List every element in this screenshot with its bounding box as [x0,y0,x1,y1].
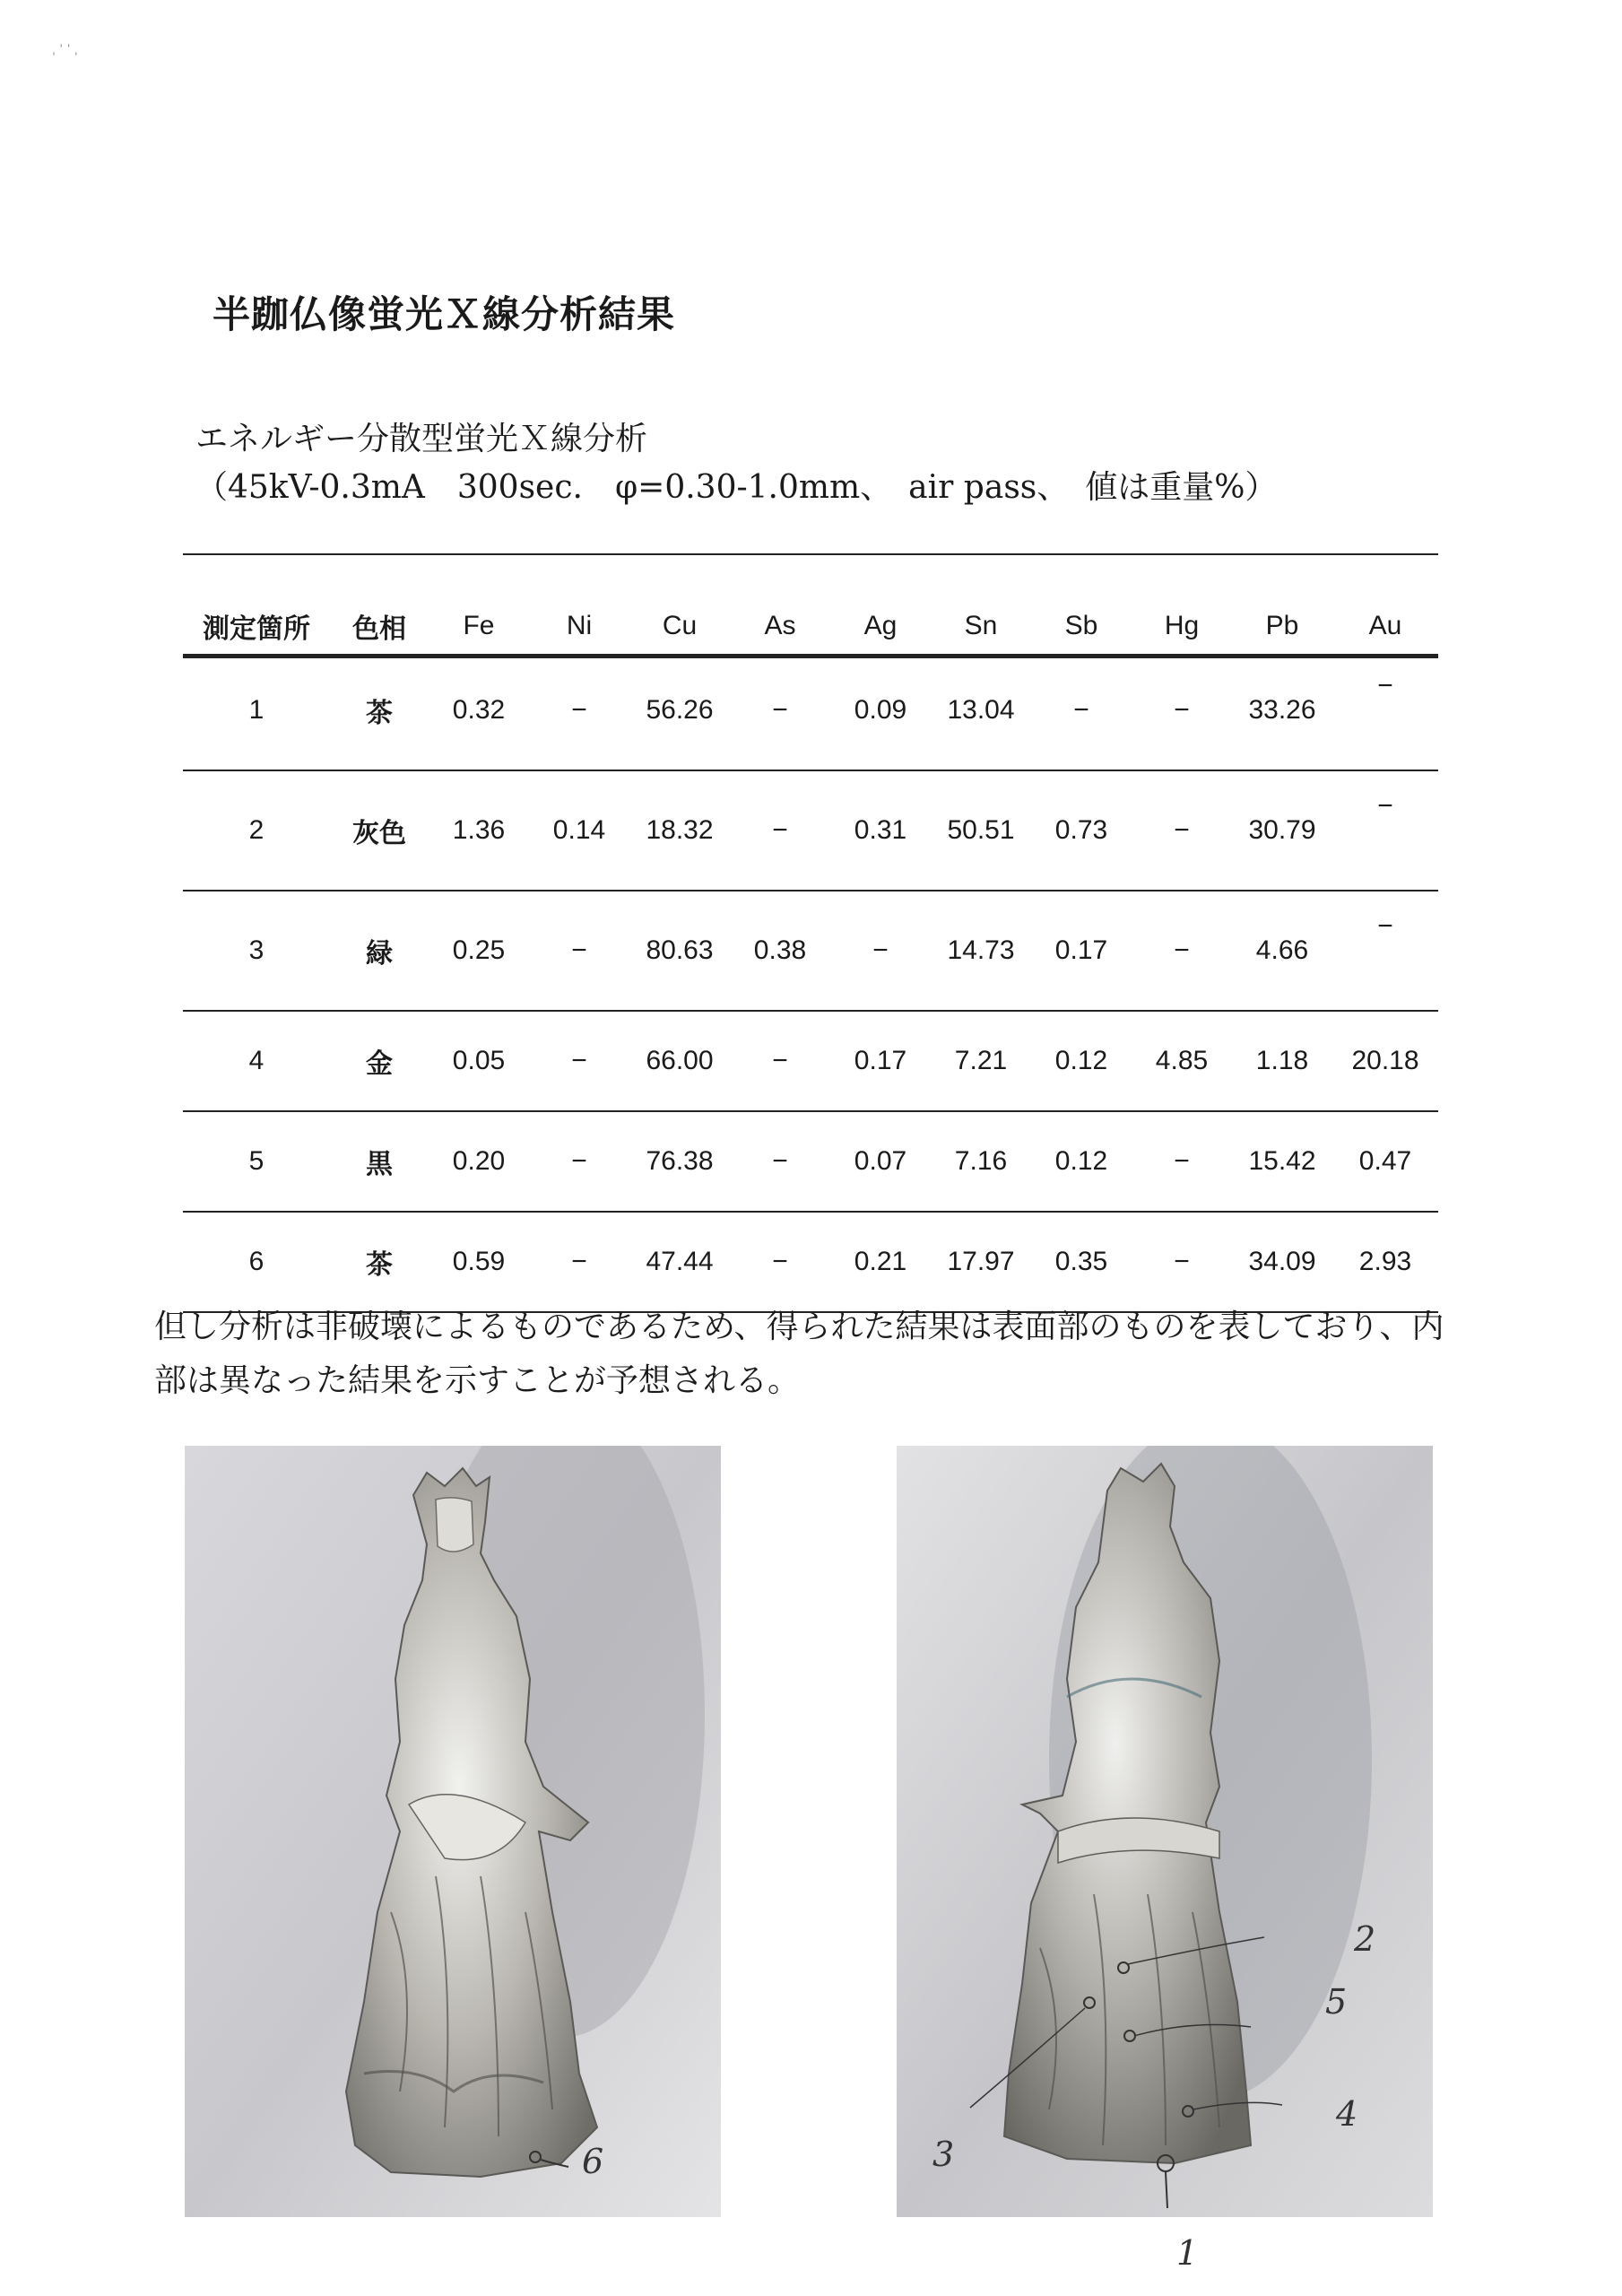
cell-hg: − [1132,770,1232,891]
cell-sb: 0.12 [1031,1111,1132,1212]
header-fe: Fe [463,611,495,640]
table-row [183,891,1438,1011]
header-ag: Ag [863,611,898,640]
cell-ag: 0.31 [830,770,931,891]
cell-sn: 50.51 [931,770,1031,891]
cell-as: − [730,1111,830,1212]
cell-ag: 0.17 [830,1011,931,1111]
cell-au: 0.47 [1332,1111,1438,1212]
cell-pb: 4.66 [1232,891,1332,1011]
cell-au: − [1332,891,1438,1011]
cell-sn: 14.73 [931,891,1031,1011]
cell-point: 5 [183,1111,330,1212]
table-row [183,1111,1438,1212]
cell-pb: 30.79 [1232,770,1332,891]
cell-ag: 0.07 [830,1111,931,1212]
cell-fe: 0.59 [429,1212,529,1312]
cell-sn: 7.16 [931,1111,1031,1212]
cell-as: − [730,770,830,891]
analysis-note [154,1300,1472,1408]
cell-ag: 0.21 [830,1212,931,1312]
cell-cu: 76.38 [629,1111,730,1212]
cell-pb: 15.42 [1232,1111,1332,1212]
cell-fe: 0.32 [429,651,529,770]
cell-as: − [730,651,830,770]
marker-label-1: 1 [1176,2233,1199,2273]
cell-sb: 0.17 [1031,891,1132,1011]
marker-label-5: 5 [1325,1982,1348,2022]
note-line-1: 但し分析は非破壊によるものであるため、得られた結果は表面部のものを表しており、内 [154,1309,1444,1345]
statue-front-photo [185,1446,721,2217]
cell-pb: 34.09 [1232,1212,1332,1312]
cell-color: 灰色 [330,770,429,891]
method-description [195,415,1277,512]
header-hg: Hg [1164,611,1200,640]
cell-point: 2 [183,770,330,891]
cell-fe: 1.36 [429,770,529,891]
cell-hg: − [1132,1212,1232,1312]
cell-as: − [730,1212,830,1312]
header-sb: Sb [1064,611,1098,640]
cell-ni: 0.14 [529,770,629,891]
cell-fe: 0.25 [429,891,529,1011]
cell-sn: 7.21 [931,1011,1031,1111]
method-line-2: （45kV-0.3mA 300sec. φ=0.30-1.0mm、 air pass、 値は重量%） [195,469,1278,506]
header-color: 色相 [352,613,406,645]
cell-ni: − [529,891,629,1011]
header-cu: Cu [662,611,698,640]
cell-sb: − [1031,651,1132,770]
statue-front-image [185,1446,721,2217]
header-ni: Ni [566,611,593,640]
cell-pb: 1.18 [1232,1011,1332,1111]
header-row [183,601,1438,651]
marker-label-6: 6 [582,2142,604,2181]
table-row [183,651,1438,770]
cell-ni: − [529,651,629,770]
cell-hg: − [1132,891,1232,1011]
cell-cu: 66.00 [629,1011,730,1111]
cell-ag: − [830,891,931,1011]
cell-au: 2.93 [1332,1212,1438,1312]
header-as: As [764,611,796,640]
cell-sb: 0.12 [1031,1011,1132,1111]
scan-speck: ˌ ˈ ˈ ˌ [52,43,78,57]
cell-sb: 0.73 [1031,770,1132,891]
cell-fe: 0.05 [429,1011,529,1111]
results-table [183,601,1438,1313]
cell-cu: 18.32 [629,770,730,891]
cell-ni: − [529,1011,629,1111]
cell-au: − [1332,770,1438,891]
cell-color: 緑 [330,891,429,1011]
page-title: 半跏仏像蛍光Ｘ線分析結果 [213,292,676,336]
cell-color: 茶 [330,651,429,770]
table-top-rule [183,553,1438,555]
cell-as: − [730,1011,830,1111]
cell-hg: − [1132,1111,1232,1212]
header-sn: Sn [964,611,998,640]
header-au: Au [1368,611,1402,640]
cell-color: 黒 [330,1111,429,1212]
cell-point: 1 [183,651,330,770]
method-line-1: エネルギー分散型蛍光Ｘ線分析 [195,421,648,457]
cell-ag: 0.09 [830,651,931,770]
cell-ni: − [529,1111,629,1212]
header-point: 測定箇所 [203,613,310,645]
cell-point: 4 [183,1011,330,1111]
cell-cu: 56.26 [629,651,730,770]
cell-fe: 0.20 [429,1111,529,1212]
table-row [183,770,1438,891]
cell-point: 6 [183,1212,330,1312]
cell-au: 20.18 [1332,1011,1438,1111]
cell-ni: − [529,1212,629,1312]
cell-hg: 4.85 [1132,1011,1232,1111]
marker-label-3: 3 [932,2135,955,2174]
cell-sn: 13.04 [931,651,1031,770]
cell-point: 3 [183,891,330,1011]
cell-as: 0.38 [730,891,830,1011]
cell-cu: 80.63 [629,891,730,1011]
cell-color: 金 [330,1011,429,1111]
note-line-2: 部は異なった結果を示すことが予想される。 [154,1362,801,1399]
cell-color: 茶 [330,1212,429,1312]
table-row [183,1011,1438,1111]
cell-sb: 0.35 [1031,1212,1132,1312]
header-pb: Pb [1265,611,1299,640]
marker-label-2: 2 [1354,1919,1376,1959]
cell-hg: − [1132,651,1232,770]
table-row [183,1212,1438,1312]
cell-sn: 17.97 [931,1212,1031,1312]
cell-cu: 47.44 [629,1212,730,1312]
marker-label-4: 4 [1336,2094,1358,2134]
cell-pb: 33.26 [1232,651,1332,770]
cell-au: − [1332,651,1438,770]
